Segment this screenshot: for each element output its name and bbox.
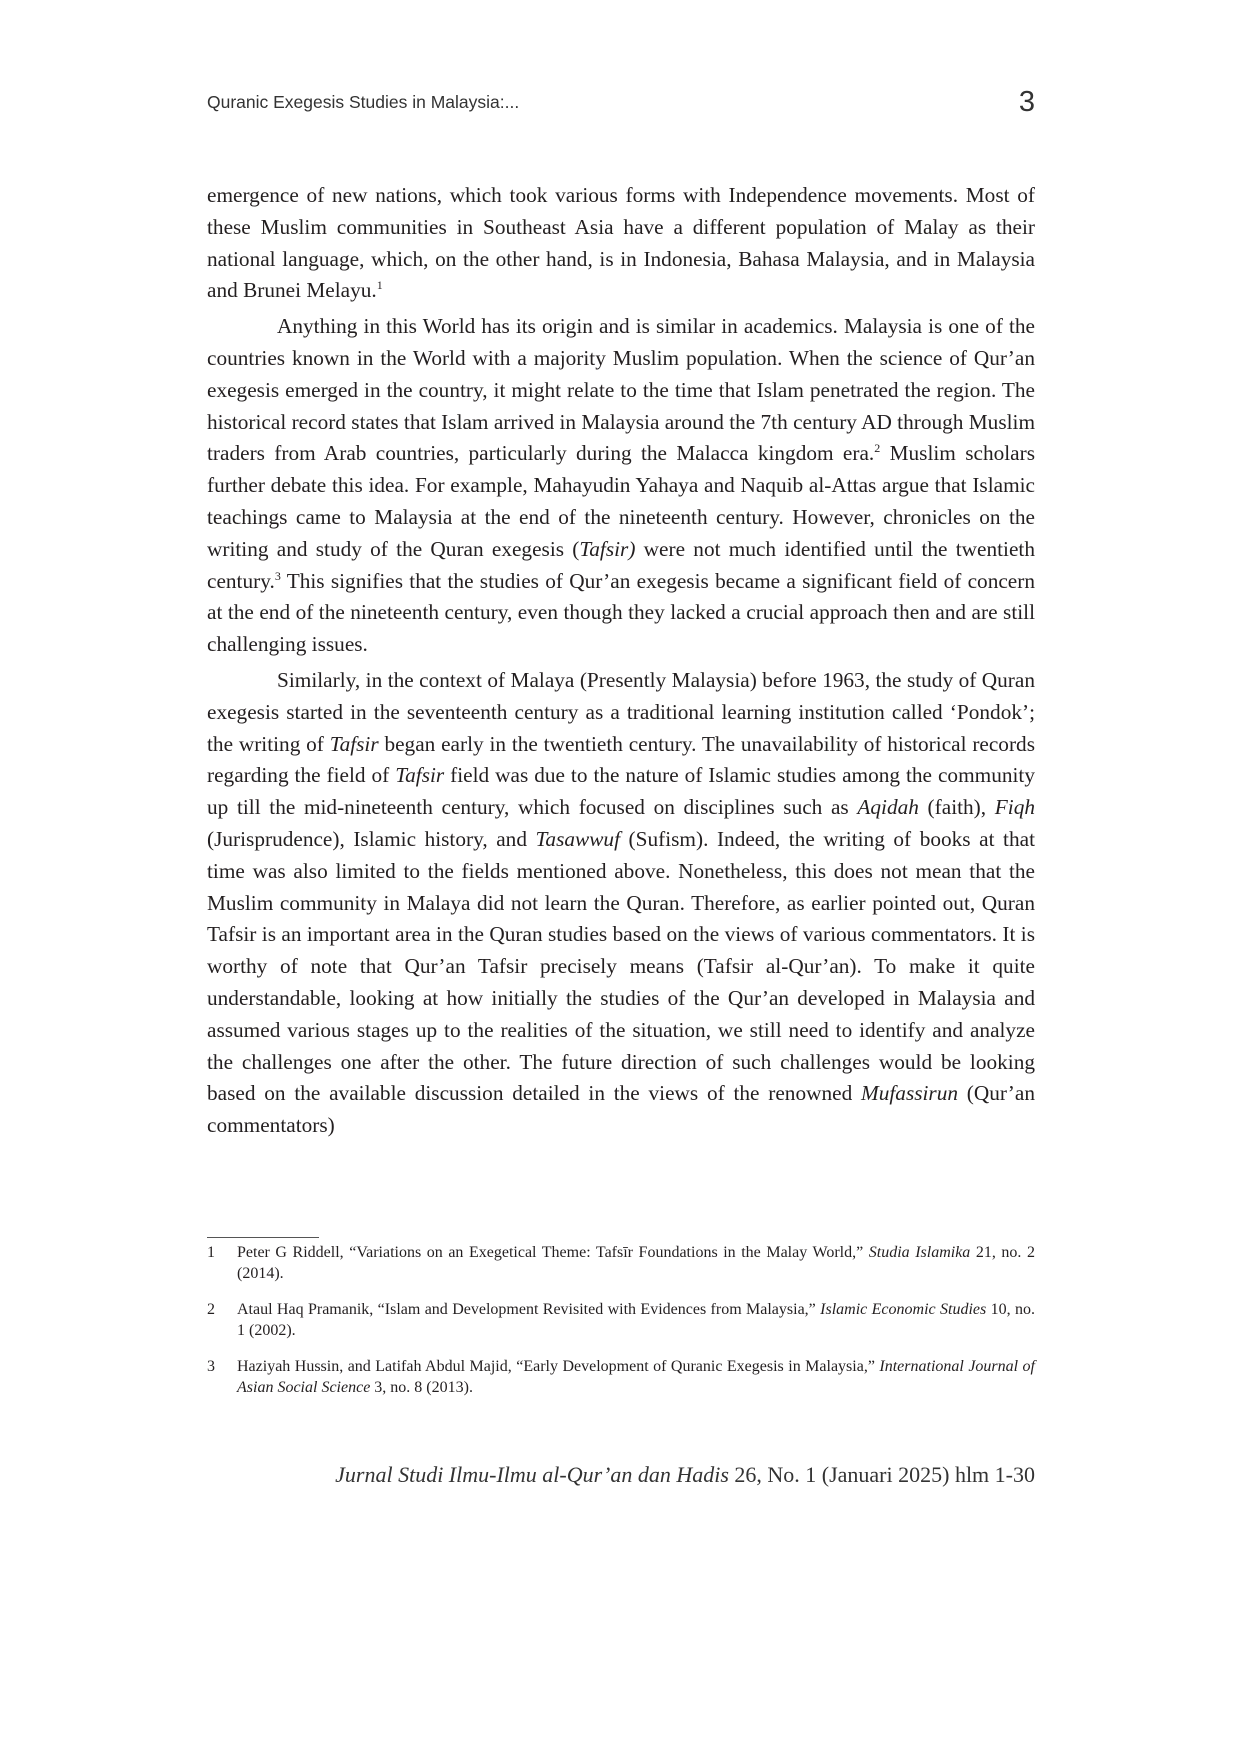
footnote-number: 3	[207, 1358, 215, 1375]
footnote-number: 2	[207, 1301, 215, 1318]
text-run: began early in the twentieth century. The unavailability of historical records regarding the field of	[207, 731, 1035, 788]
italic-term: Islamic Economic Studies	[820, 1301, 987, 1318]
journal-footer	[207, 1462, 1035, 1488]
italic-term: Fiqh	[994, 795, 1035, 820]
text-run: emergence of new nations, which took various forms with Independence movements. Most of these Muslim communities in Southeast Asia have a different population of Malay as their national language, which, on the other hand, is in Indonesia, Bahasa Malaysia, and in Malaysia and Brunei Melayu.	[207, 183, 1035, 303]
footnote-number: 1	[207, 1244, 215, 1261]
footnote	[207, 1242, 1035, 1284]
italic-term: Studia Islamika	[868, 1244, 971, 1261]
italic-term: Aqidah	[857, 795, 919, 820]
italic-term: Mufassirun	[860, 1081, 959, 1106]
italic-term: Tasawwuf	[535, 826, 620, 851]
text-run: This signifies that the studies of Qur’an exegesis became a significant field of concern at the end of the nineteenth century, even though they lacked a crucial approach then and are still challenging issues.	[207, 568, 1035, 657]
text-run: Haziyah Hussin, and Latifah Abdul Majid, “Early Development of Quranic Exegesis in Malaysia,”	[237, 1358, 880, 1375]
text-run: (Sufism). Indeed, the writing of books at that time was also limited to the fields mentioned above. Nonetheless, this does not mean that the Muslim community in Malaya did not learn the Quran. Therefore, as earlier pointed out, Quran Tafsir is an important area in the Quran studies based on the views of various commentators. It is worthy of note that Qur’an Tafsir precisely means (Tafsir al-Qur’an). To make it quite understandable, looking at how initially the studies of the Qur’an developed in Malaysia and assumed various stages up to the realities of the situation, we still need to identify and analyze the challenges one after the other. The future direction of such challenges would be looking based on the available discussion detailed in the views of the renowned	[207, 826, 1035, 1106]
paragraph	[207, 311, 1035, 661]
footnote	[207, 1356, 1035, 1398]
footnotes	[207, 1242, 1035, 1413]
paragraph	[207, 180, 1035, 307]
italic-term: Tafsir	[395, 763, 445, 788]
footnote-text	[237, 1299, 1035, 1341]
footnote-reference[interactable]: 3	[274, 568, 281, 583]
text-run: 10, no. 1 (2002).	[237, 1301, 1036, 1339]
text-run: Ataul Haq Pramanik, “Islam and Development Revisited with Evidences from Malaysia,”	[237, 1301, 821, 1318]
paragraph	[207, 665, 1035, 1142]
italic-term: Tafsir	[329, 731, 379, 756]
footnote-text	[237, 1356, 1035, 1398]
running-title: Quranic Exegesis Studies in Malaysia:...	[207, 92, 520, 112]
text-run: 3, no. 8 (2013).	[370, 1379, 473, 1396]
text-run: Similarly, in the context of Malaya (Presently Malaysia) before 1963, the study of Quran exegesis started in the seventeenth century as a traditional learning institution called ‘Pondok’; the writing of	[207, 667, 1035, 756]
body-text	[207, 180, 1035, 1146]
footnote-text	[237, 1242, 1035, 1284]
italic-term: Tafsir)	[579, 536, 636, 561]
italic-term: International Journal of Asian Social Science	[237, 1358, 1036, 1396]
footnote-reference[interactable]: 1	[376, 278, 383, 293]
running-header	[207, 86, 1035, 126]
text-run: (faith),	[918, 795, 995, 820]
text-run: (Qur’an commentators)	[207, 1081, 1035, 1138]
footnote	[207, 1299, 1035, 1341]
text-run: Anything in this World has its origin and is similar in academics. Malaysia is one of the countries known in the World with a majority Muslim population. When the science of Qur’an exegesis emerged in the country, it might relate to the time that Islam penetrated the region. The historical record states that Islam arrived in Malaysia around the 7th century AD through Muslim traders from Arab countries, particularly during the Malacca kingdom era.	[207, 314, 1036, 466]
text-run: Muslim scholars further debate this idea. For example, Mahayudin Yahaya and Naquib al-Attas argue that Islamic teachings came to Malaysia at the end of the nineteenth century. However, chronicles on the writing and study of the Quran exegesis (	[207, 441, 1035, 561]
text-run: 21, no. 2 (2014).	[237, 1244, 1035, 1282]
footnote-separator	[207, 1237, 319, 1238]
text-run: Peter G Riddell, “Variations on an Exegetical Theme: Tafsīr Foundations in the Malay World,”	[237, 1244, 869, 1261]
text-run: (Jurisprudence), Islamic history, and	[207, 826, 536, 851]
journal-name: Jurnal Studi Ilmu-Ilmu al-Qur’an dan Hadis	[335, 1462, 729, 1487]
text-run: were not much identified until the twentieth century.	[207, 536, 1035, 593]
text-run: field was due to the nature of Islamic studies among the community up till the mid-nineteenth century, which focused on disciplines such as	[207, 763, 1035, 820]
footnote-reference[interactable]: 2	[874, 441, 881, 456]
page-number: 3	[1018, 86, 1035, 118]
journal-details: 26, No. 1 (Januari 2025) hlm 1-30	[728, 1462, 1035, 1487]
